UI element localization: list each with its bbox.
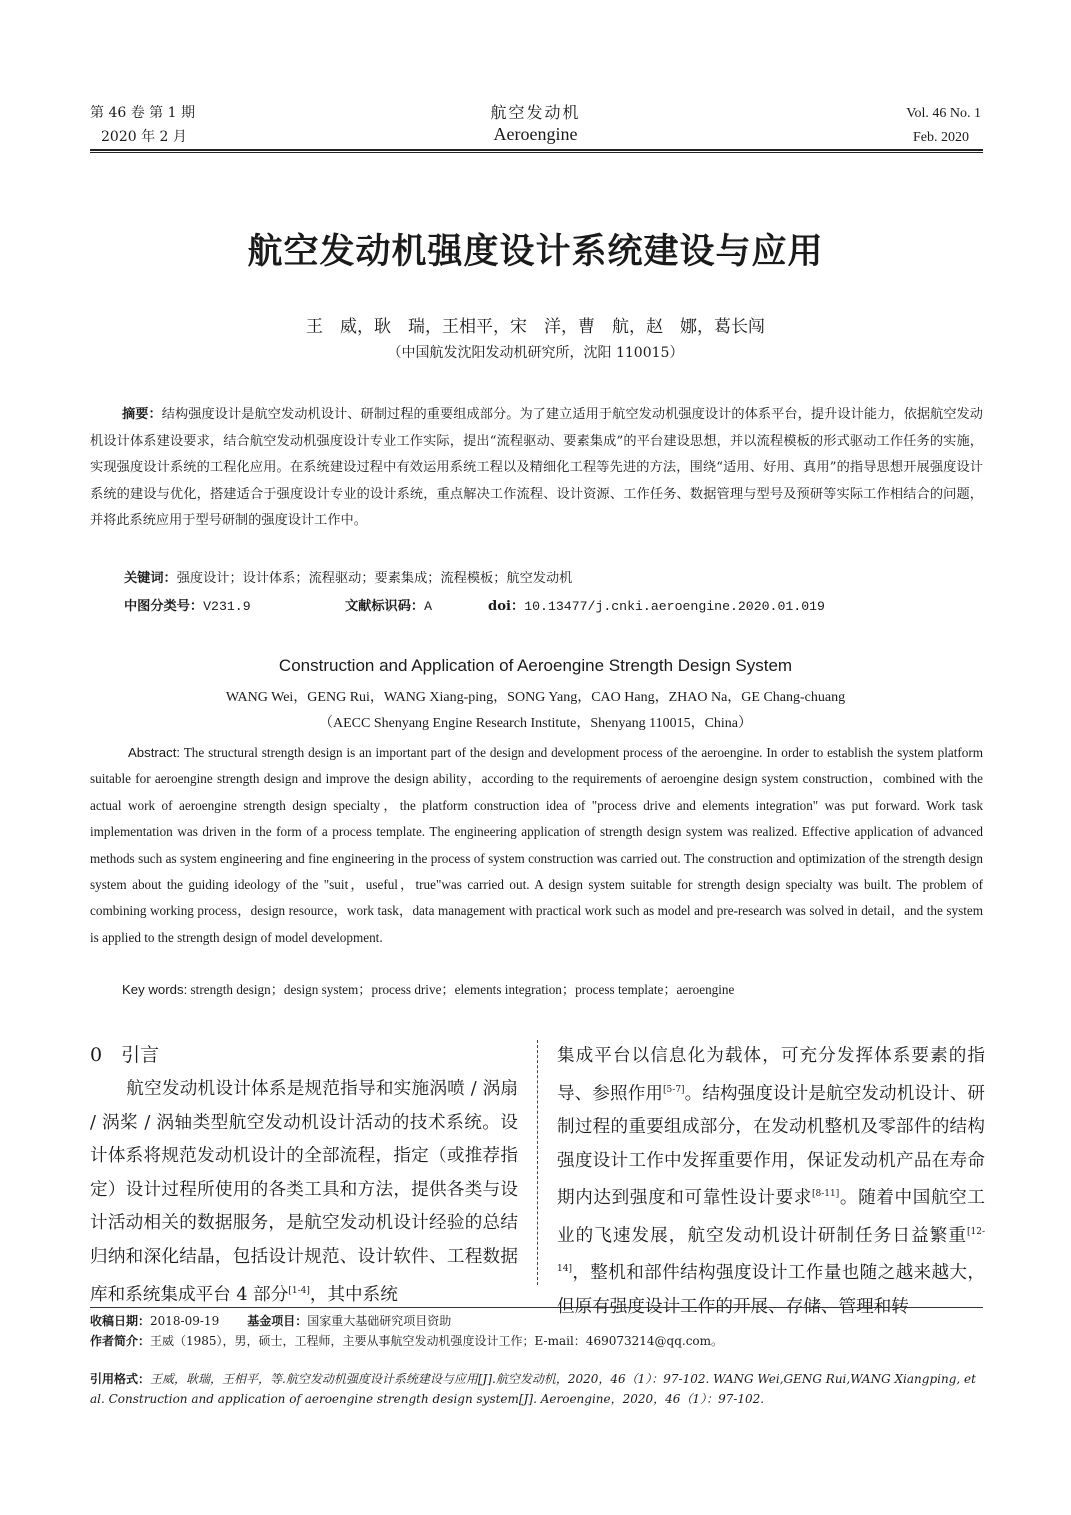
volume-issue-cn: 第 46 卷 第 1 期 bbox=[90, 105, 195, 121]
abstract-cn-label: 摘要： bbox=[122, 407, 162, 422]
date-en: Feb. 2020 bbox=[913, 130, 969, 145]
body-right-text-d: ，整机和部件结构强度设计工作量也随之越来越大，但原有强度设计工作的开展、存储、管理和转 bbox=[557, 1263, 985, 1317]
keywords-en bbox=[122, 979, 734, 998]
keywords-en-label: Key words: bbox=[122, 982, 188, 997]
clc-label: 中图分类号： bbox=[124, 599, 204, 614]
body-right-text-b: 。结构强度设计是航空发动机设计、研制过程的重要组成部分，在发动机整机及零部件的结构强度设计工作中发挥重要作用，保证发动机产品在寿命期内达到强度和可靠性设计要求 bbox=[557, 1083, 985, 1209]
journal-name-en: Aeroengine bbox=[493, 124, 578, 144]
body-right-text-a: 集成平台以信息化为载体，可充分发挥体系要素的指导、参照作用 bbox=[557, 1046, 985, 1104]
abstract-en-text: The structural strength design is an important part of the design and development process of the aeroengine. In order to establish the system platform suitable for aeroengine strength design and improve the design ability，according to the requirements of aeroengine design system construction，combined with the actual work of aeroengine strength design specialty，the platform construction idea of "process drive and elements integration" was put forward. Work task implementation was driven in the form of a process template. The engineering application of strength design system was realized. Effective application of advanced methods such as system engineering and fine engineering in the process of system construction was carried out. The construction and optimization of the strength design system about the guiding ideology of the "suit，useful，true"was carried out. A design system suitable for strength design specialty was built. The problem of combining working process，design resource，work task，data management with practical work such as model and pre-research was solved in detail，and the system is applied to the strength design of model development. bbox=[90, 745, 984, 945]
doi bbox=[488, 595, 825, 614]
english-title: Construction and Application of Aeroengine Strength Design System bbox=[278, 656, 793, 675]
clc-value: V231.9 bbox=[203, 599, 251, 614]
header-rule-thin bbox=[90, 152, 983, 153]
doc-code-label: 文献标识码： bbox=[345, 599, 425, 614]
affiliation: （中国航发沈阳发动机研究所，沈阳 110015） bbox=[387, 345, 684, 361]
fund-label: 基金项目： bbox=[247, 1314, 308, 1328]
abstract-en bbox=[90, 740, 983, 951]
doi-value: 10.13477/j.cnki.aeroengine.2020.01.019 bbox=[524, 599, 825, 614]
footnote-rule bbox=[90, 1307, 983, 1308]
fund-value: 国家重大基础研究项目资助 bbox=[307, 1314, 452, 1328]
english-authors: WANG Wei，GENG Rui，WANG Xiang-ping，SONG Yang，CAO Hang，ZHAO Na，GE Chang-chuang bbox=[225, 690, 846, 705]
footnote-received bbox=[90, 1311, 983, 1331]
body-column-right bbox=[557, 1040, 985, 1324]
body-column-left bbox=[90, 1073, 518, 1312]
keywords-en-text: strength design；design system；process drive；elements integration；process template；aeroengine bbox=[190, 982, 735, 997]
citation-ref: [12-14] bbox=[557, 1226, 985, 1275]
body-right-text-c: 。随着中国航空工业的飞速发展，航空发动机设计研制任务日益繁重 bbox=[557, 1188, 985, 1246]
abstract-cn-text: 结构强度设计是航空发动机设计、研制过程的重要组成部分。为了建立适用于航空发动机强度设计的体系平台，提升设计能力，依据航空发动机设计体系建设要求，结合航空发动机强度设计专业工作实际，提出“流程驱动、要素集成”的平台建设思想，并以流程模板的形式驱动工作任务的实施，实现强度设计系统的工程化应用。在系统建设过程中有效运用系统工程以及精细化工程等先进的方法，围绕“适用、好用、真用”的指导思想开展强度设计系统的建设与优化，搭建适合于强度设计专业的设计系统，重点解决工作流程、设计资源、工作任务、数据管理与型号及预研等实际工作相结合的问题，并将此系统应用于型号研制的强度设计工作中。 bbox=[90, 407, 983, 528]
doc-code bbox=[345, 595, 432, 614]
received-value: 2018-09-19 bbox=[150, 1314, 220, 1328]
clc-number bbox=[124, 595, 251, 614]
citation-ref: [5-7] bbox=[663, 1084, 685, 1095]
abstract-en-label: Abstract: bbox=[128, 745, 181, 760]
date-cn: 2020 年 2 月 bbox=[101, 129, 187, 145]
author-bio-label: 作者简介： bbox=[90, 1334, 151, 1348]
keywords-cn-label: 关键词： bbox=[124, 571, 177, 586]
header-rule bbox=[90, 149, 983, 151]
author-list: 王 威，耿 瑞，王相平，宋 洋，曹 航，赵 娜，葛长闯 bbox=[306, 317, 765, 337]
cite-label: 引用格式： bbox=[90, 1372, 151, 1386]
volume-issue-en: Vol. 46 No. 1 bbox=[906, 106, 981, 121]
paper-title: 航空发动机强度设计系统建设与应用 bbox=[247, 231, 824, 272]
body-left-text-b: ，其中系统 bbox=[309, 1284, 398, 1305]
doi-label: doi： bbox=[488, 599, 525, 614]
body-left-text-a: 航空发动机设计体系是规范指导和实施涡喷 / 涡扇 / 涡桨 / 涡轴类型航空发动机设计活动的技术系统。设计体系将规范发动机设计的全部流程，指定（或推荐指定）设计过程所使用的各类工具和方法，提供各类与设计活动相关的数据服务，是航空发动机设计经验的总结归纳和深化结晶，包括设计规范、设计软件、工程数据库和系统集成平台 4 部分 bbox=[90, 1079, 518, 1305]
journal-name-cn: 航空发动机 bbox=[490, 103, 581, 122]
citation-format bbox=[90, 1369, 983, 1409]
received-label: 收稿日期： bbox=[90, 1314, 151, 1328]
author-bio-value: 王威（1985），男，硕士，工程师，主要从事航空发动机强度设计工作；E-mail：469073214@qq.com。 bbox=[150, 1334, 724, 1348]
abstract-cn bbox=[90, 402, 983, 535]
keywords-cn-text: 强度设计；设计体系；流程驱动；要素集成；流程模板；航空发动机 bbox=[176, 571, 573, 586]
citation-ref: [1-4] bbox=[288, 1285, 310, 1296]
cite-value: 王威，耿瑞，王相平，等.航空发动机强度设计系统建设与应用[J].航空发动机，2020，46（1）：97-102. WANG Wei,GENG Rui,WANG Xiangping, et al. Construction and application of aeroengine strength design system[J]. Aeroengine，2020，46（1）：97-102. bbox=[90, 1372, 976, 1406]
english-affiliation: （AECC Shenyang Engine Research Institute，Shenyang 110015，China） bbox=[318, 716, 753, 731]
column-divider bbox=[537, 1040, 538, 1285]
keywords-cn bbox=[124, 567, 572, 586]
doc-code-value: A bbox=[424, 599, 433, 614]
footnote-author bbox=[90, 1331, 983, 1351]
section-heading: 0 引言 bbox=[90, 1044, 160, 1066]
citation-ref: [8-11] bbox=[812, 1189, 840, 1200]
